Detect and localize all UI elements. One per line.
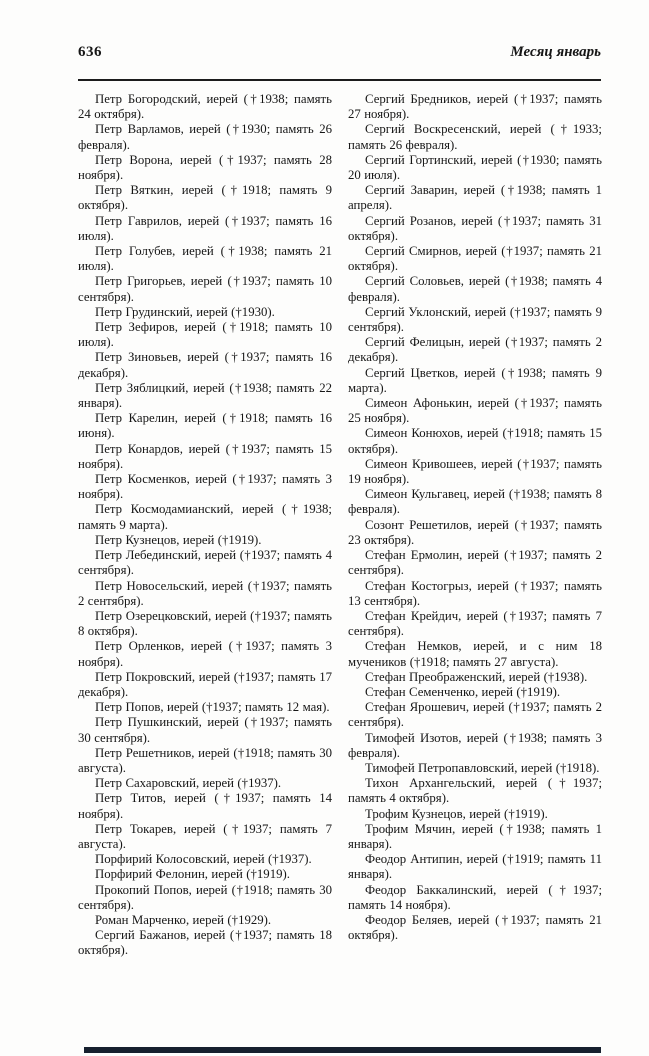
martyrology-entry: Петр Косменков, иерей (†1937; память 3 ноября). [78, 472, 332, 502]
martyrology-entry: Порфирий Колосовский, иерей (†1937). [95, 852, 312, 867]
martyrology-entry: Стефан Немков, иерей, и с ним 18 мучеников (†1918; память 27 августа). [348, 639, 602, 669]
martyrology-entry: Стефан Костогрыз, иерей (†1937; память 13 сентября). [348, 578, 602, 608]
martyrology-entry: Сергий Бажанов, иерей (†1937; память 18 октября). [78, 928, 332, 958]
martyrology-entry: Тимофей Изотов, иерей (†1938; память 3 февраля). [348, 730, 602, 760]
martyrology-entry: Петр Зефиров, иерей (†1918; память 10 июля). [78, 320, 332, 350]
martyrology-entry: Петр Орленков, иерей (†1937; память 3 ноября). [78, 639, 332, 669]
text-columns [78, 92, 602, 959]
martyrology-entry: Сергий Гортинский, иерей (†1930; память 20 июля). [348, 152, 602, 183]
martyrology-entry: Феодор Баккалинский, иерей (†1937; память 14 ноября). [348, 882, 602, 912]
martyrology-entry: Сергий Соловьев, иерей (†1938; память 4 февраля). [348, 274, 602, 304]
martyrology-entry: Симеон Афонькин, иерей (†1937; память 25 ноября). [348, 396, 602, 426]
martyrology-entry: Сергий Фелицын, иерей (†1937; память 2 декабря). [348, 335, 602, 365]
martyrology-entry: Петр Голубев, иерей (†1938; память 21 июля). [78, 244, 332, 274]
martyrology-entry: Петр Лебединский, иерей (†1937; память 4 сентября). [78, 548, 332, 578]
martyrology-entry: Стефан Ермолин, иерей (†1937; память 2 сентября). [348, 548, 602, 578]
martyrology-entry: Петр Варламов, иерей (†1930; память 26 февраля). [78, 122, 332, 152]
martyrology-entry: Стефан Ярошевич, иерей (†1937; память 2 сентября). [348, 700, 602, 730]
martyrology-entry: Петр Конардов, иерей (†1937; память 15 ноября). [78, 441, 332, 471]
martyrology-entry: Сергий Уклонский, иерей (†1937; память 9 сентября). [348, 304, 602, 335]
martyrology-entry: Роман Марченко, иерей (†1929). [95, 912, 272, 927]
martyrology-entry: Тихон Архангельский, иерей (†1937; память 4 октября). [348, 776, 602, 806]
martyrology-entry: Трофим Кузнецов, иерей (†1919). [365, 806, 548, 821]
martyrology-entry: Трофим Мячин, иерей (†1938; память 1 января). [348, 821, 602, 851]
martyrology-entry: Петр Вяткин, иерей (†1918; память 9 октября). [78, 183, 332, 213]
martyrology-entry: Феодор Беляев, иерей (†1937; память 21 октября). [348, 912, 602, 943]
martyrology-entry: Петр Титов, иерей (†1937; память 14 ноября). [78, 791, 332, 821]
martyrology-entry: Петр Григорьев, иерей (†1937; память 10 сентября). [78, 274, 332, 304]
martyrology-entry: Петр Решетников, иерей (†1918; память 30 августа). [78, 745, 332, 775]
martyrology-entry: Петр Токарев, иерей (†1937; память 7 августа). [78, 821, 332, 851]
martyrology-entry: Сергий Смирнов, иерей (†1937; память 21 октября). [348, 244, 602, 274]
martyrology-entry: Петр Новосельский, иерей (†1937; память 2 сентября). [78, 578, 332, 608]
martyrology-entry: Сергий Бредников, иерей (†1937; память 27 ноября). [348, 92, 602, 122]
martyrology-entry: Петр Озерецковский, иерей (†1937; память 8 октября). [78, 608, 332, 639]
martyrology-entry: Тимофей Петропавловский, иерей (†1918). [365, 760, 600, 775]
martyrology-entry: Сергий Заварин, иерей (†1938; память 1 апреля). [348, 183, 602, 213]
martyrology-entry: Петр Богородский, иерей (†1938; память 24 октября). [78, 92, 332, 122]
martyrology-entry: Петр Зиновьев, иерей (†1937; память 16 декабря). [78, 350, 332, 380]
martyrology-entry: Петр Карелин, иерей (†1918; память 16 июня). [78, 411, 332, 441]
martyrology-entry: Симеон Кривошеев, иерей (†1937; память 19 ноября). [348, 456, 602, 487]
martyrology-entry: Петр Грудинский, иерей (†1930). [95, 304, 275, 319]
martyrology-entry: Симеон Конюхов, иерей (†1918; память 15 октября). [348, 426, 602, 456]
martyrology-entry: Феодор Антипин, иерей (†1919; память 11 января). [348, 852, 602, 882]
martyrology-entry: Петр Сахаровский, иерей (†1937). [95, 776, 282, 791]
martyrology-entry: Петр Пушкинский, иерей (†1937; память 30 сентября). [78, 715, 332, 745]
martyrology-entry: Петр Ворона, иерей (†1937; память 28 ноября). [78, 152, 332, 183]
martyrology-entry: Прокопий Попов, иерей (†1918; память 30 сентября). [78, 882, 332, 912]
martyrology-entry: Стефан Семенченко, иерей (†1919). [365, 684, 561, 699]
page-bottom-edge-bar [84, 1047, 601, 1053]
martyrology-entry: Петр Зяблицкий, иерей (†1938; память 22 января). [78, 380, 332, 411]
martyrology-column-left [78, 92, 332, 959]
page-number: 636 [78, 44, 102, 60]
martyrology-entry: Стефан Крейдич, иерей (†1937; память 7 сентября). [348, 608, 602, 639]
martyrology-entry: Сергий Цветков, иерей (†1938; память 9 марта). [348, 365, 602, 395]
martyrology-column-right [348, 92, 602, 959]
running-head-month-title: Месяц январь [510, 44, 601, 60]
martyrology-entry: Петр Кузнецов, иерей (†1919). [95, 532, 262, 547]
martyrology-entry: Петр Гаврилов, иерей (†1937; память 16 июля). [78, 213, 332, 243]
martyrology-entry: Петр Попов, иерей (†1937; память 12 мая). [95, 700, 330, 715]
page-header [78, 44, 601, 61]
martyrology-entry: Сергий Воскресенский, иерей (†1933; память 26 февраля). [348, 122, 602, 152]
martyrology-entry: Стефан Преображенский, иерей (†1938). [365, 669, 588, 684]
martyrology-entry: Петр Покровский, иерей (†1937; память 17 декабря). [78, 669, 332, 699]
martyrology-entry: Созонт Решетилов, иерей (†1937; память 23 октября). [348, 517, 602, 547]
martyrology-entry: Симеон Кульгавец, иерей (†1938; память 8 февраля). [348, 487, 602, 517]
martyrology-entry: Петр Космодамианский, иерей (†1938; память 9 марта). [78, 502, 332, 532]
martyrology-entry: Сергий Розанов, иерей (†1937; память 31 октября). [348, 213, 602, 243]
martyrology-entry: Порфирий Фелонин, иерей (†1919). [95, 867, 290, 882]
header-rule [78, 79, 601, 81]
